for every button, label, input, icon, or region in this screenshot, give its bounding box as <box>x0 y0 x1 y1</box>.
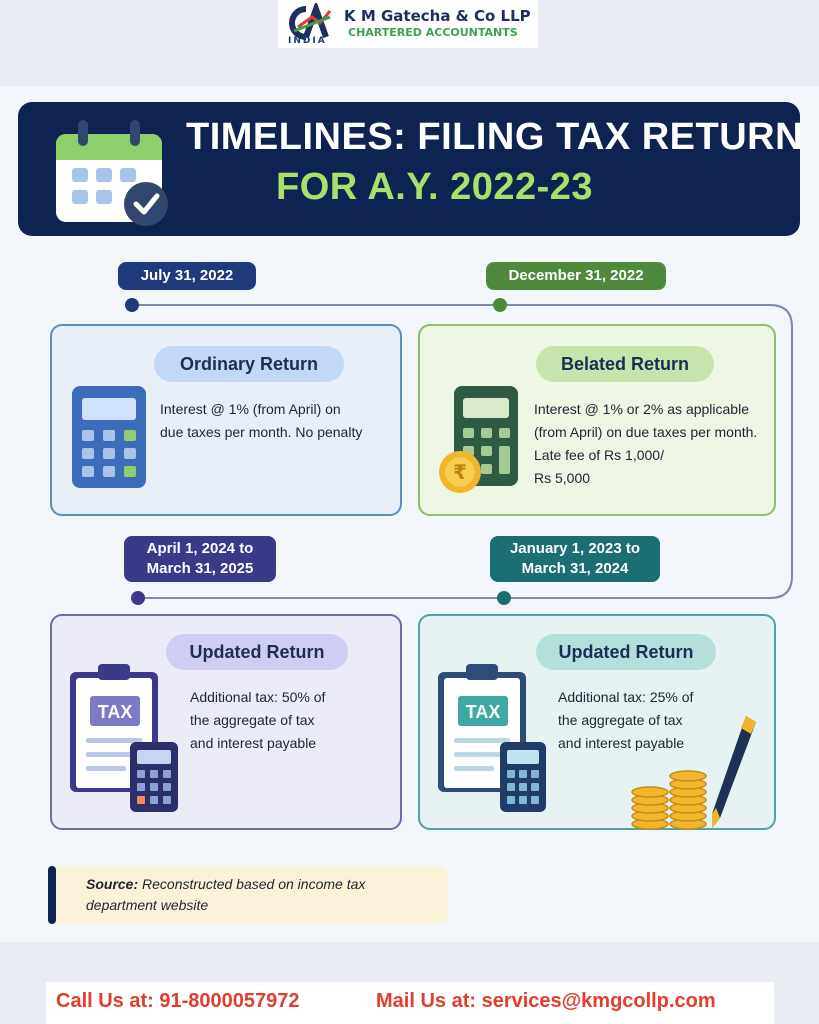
description-line: Interest @ 1% or 2% as applicable <box>534 401 749 417</box>
tax-label: TAX <box>465 702 501 722</box>
firm-name: K M Gatecha & Co LLP <box>344 7 531 25</box>
description-line: Late fee of Rs 1,000/ <box>534 447 664 463</box>
source-body: Reconstructed based on income tax department website <box>86 876 366 913</box>
description-line: Interest @ 1% (from April) on <box>160 401 341 417</box>
description-line: and interest payable <box>558 735 685 751</box>
mail-contact[interactable]: Mail Us at: services@kmgcollp.com <box>376 990 716 1012</box>
description-line: Additional tax: 50% of <box>190 689 326 705</box>
description-line: due taxes per month. No penalty <box>160 424 363 440</box>
logo-country: INDIA <box>288 36 327 46</box>
source-accent-bar <box>48 866 56 924</box>
description-line: Additional tax: 25% of <box>558 689 694 705</box>
updated-return-label-50: Updated Return <box>166 634 348 670</box>
description-line: (from April) on due taxes per month. <box>534 424 758 440</box>
date-line: January 1, 2023 to <box>509 540 641 557</box>
date-line: March 31, 2024 <box>521 560 629 577</box>
svg-text:₹: ₹ <box>453 460 467 484</box>
date-line: April 1, 2024 to <box>146 540 254 557</box>
tax-clipboard-calculator-icon <box>70 662 182 812</box>
description-line: the aggregate of tax <box>558 712 683 728</box>
updated-return-description-25 <box>558 686 758 755</box>
date-pill-updated-1 <box>490 536 660 582</box>
header-title-line1: TIMELINES: FILING TAX RETURN <box>186 116 804 158</box>
calculator-rupee-coin-icon <box>438 386 524 494</box>
tax-clipboard-icon <box>438 662 550 812</box>
source-text <box>86 874 426 916</box>
date-pill-ordinary: July 31, 2022 <box>118 262 256 290</box>
description-line: and interest payable <box>190 735 317 751</box>
calculator-icon <box>72 386 146 488</box>
firm-subtitle: CHARTERED ACCOUNTANTS <box>348 26 518 39</box>
description-line: the aggregate of tax <box>190 712 315 728</box>
updated-return-description-50 <box>190 686 390 755</box>
ordinary-return-description <box>160 398 396 444</box>
updated-return-label-25: Updated Return <box>536 634 716 670</box>
date-pill-updated-2 <box>124 536 276 582</box>
belated-return-label: Belated Return <box>536 346 714 382</box>
description-line: Rs 5,000 <box>534 470 591 486</box>
header-title-line2: FOR A.Y. 2022-23 <box>276 166 594 208</box>
call-contact[interactable]: Call Us at: 91-8000057972 <box>56 990 300 1012</box>
source-label: Source: <box>86 876 139 892</box>
date-line: March 31, 2025 <box>146 560 254 577</box>
date-pill-belated: December 31, 2022 <box>486 262 666 290</box>
ordinary-return-label: Ordinary Return <box>154 346 344 382</box>
belated-return-description <box>534 398 770 490</box>
tax-label: TAX <box>97 702 133 722</box>
